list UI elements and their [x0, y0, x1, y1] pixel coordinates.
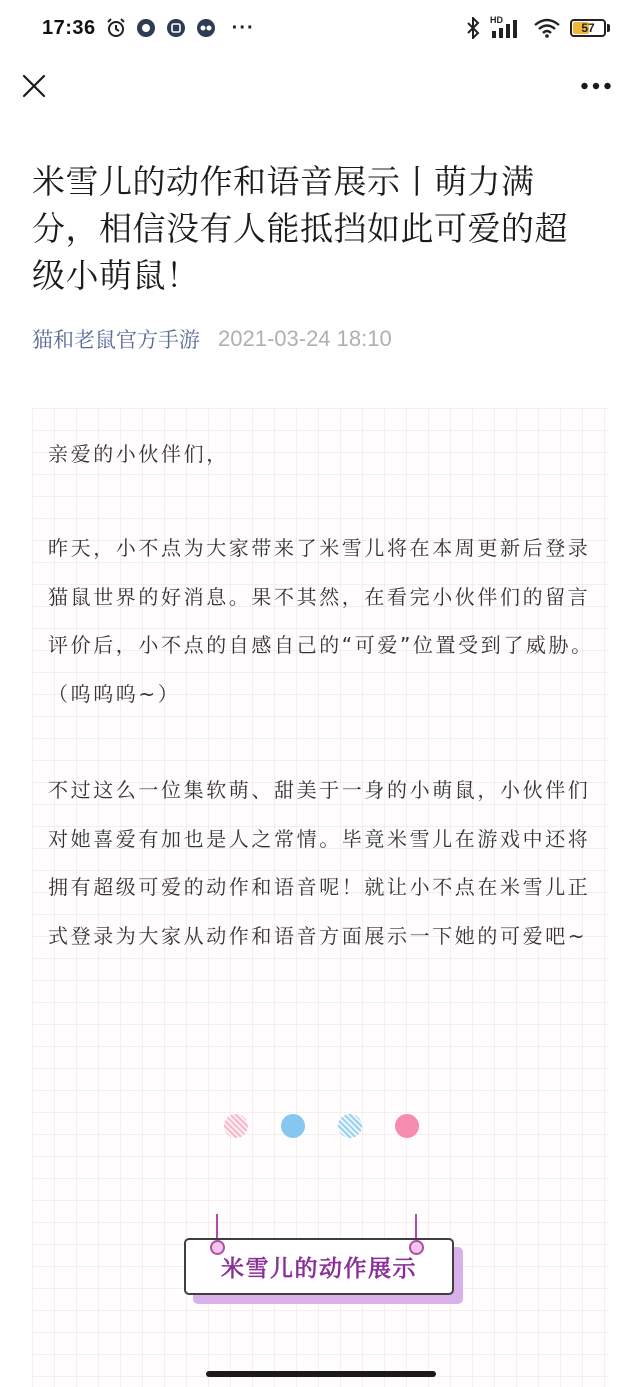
status-more-dots: ··· [231, 16, 255, 39]
battery-icon [570, 19, 610, 37]
pink-dot [395, 1114, 419, 1138]
article-content [32, 408, 608, 1387]
pink-striped-dot [224, 1114, 248, 1138]
decorative-dots [224, 1114, 419, 1138]
nav-bar [0, 58, 640, 114]
paragraph-greeting: 亲爱的小伙伴们， [48, 442, 229, 466]
app-notification-icon [136, 18, 156, 38]
author-link[interactable]: 猫和老鼠官方手游 [32, 328, 200, 352]
network-label: HD [490, 15, 503, 25]
more-horizontal-icon [581, 82, 611, 90]
status-app-icons [106, 17, 255, 40]
status-system-icons [466, 17, 610, 39]
pin-left [210, 1240, 225, 1255]
more-button[interactable] [576, 68, 616, 104]
publish-date: 2021-03-24 18:10 [218, 326, 392, 351]
status-time: 17:36 [42, 16, 96, 39]
status-bar [0, 0, 640, 56]
article-title: 米雪儿的动作和语音展示丨萌力满分，相信没有人能抵挡如此可爱的超级小萌鼠！ [32, 162, 568, 295]
section-heading-banner [184, 1214, 458, 1306]
article-meta [32, 324, 392, 354]
home-indicator[interactable] [206, 1371, 436, 1377]
paragraph-intro: 昨天，小不点为大家带来了米雪儿将在本周更新后登录猫鼠世界的好消息。果不其然，在看完小伙伴们的留言评价后，小不点的自感自己的“可爱”位置受到了威胁。（呜呜呜~） [48, 536, 594, 706]
close-icon [22, 74, 46, 98]
pin-right [409, 1240, 424, 1255]
blue-striped-dot [338, 1114, 362, 1138]
blue-dot [281, 1114, 305, 1138]
mi-app-icon [166, 18, 186, 38]
signal-icon [490, 17, 524, 39]
alarm-icon [106, 18, 126, 38]
paragraph-body: 不过这么一位集软萌、甜美于一身的小萌鼠，小伙伴们对她喜爱有加也是人之常情。毕竟米雪儿在游戏中还将拥有超级可爱的动作和语音呢！就让小不点在米雪儿正式登录为大家从动作和语音方面展示一下她的可爱吧~ [48, 778, 591, 948]
wifi-icon [534, 18, 560, 38]
bluetooth-icon [466, 17, 480, 39]
close-button[interactable] [16, 68, 52, 104]
section-heading: 米雪儿的动作展示 [221, 1256, 417, 1282]
battery-level: 57 [581, 21, 595, 35]
game-app-icon [196, 18, 216, 38]
